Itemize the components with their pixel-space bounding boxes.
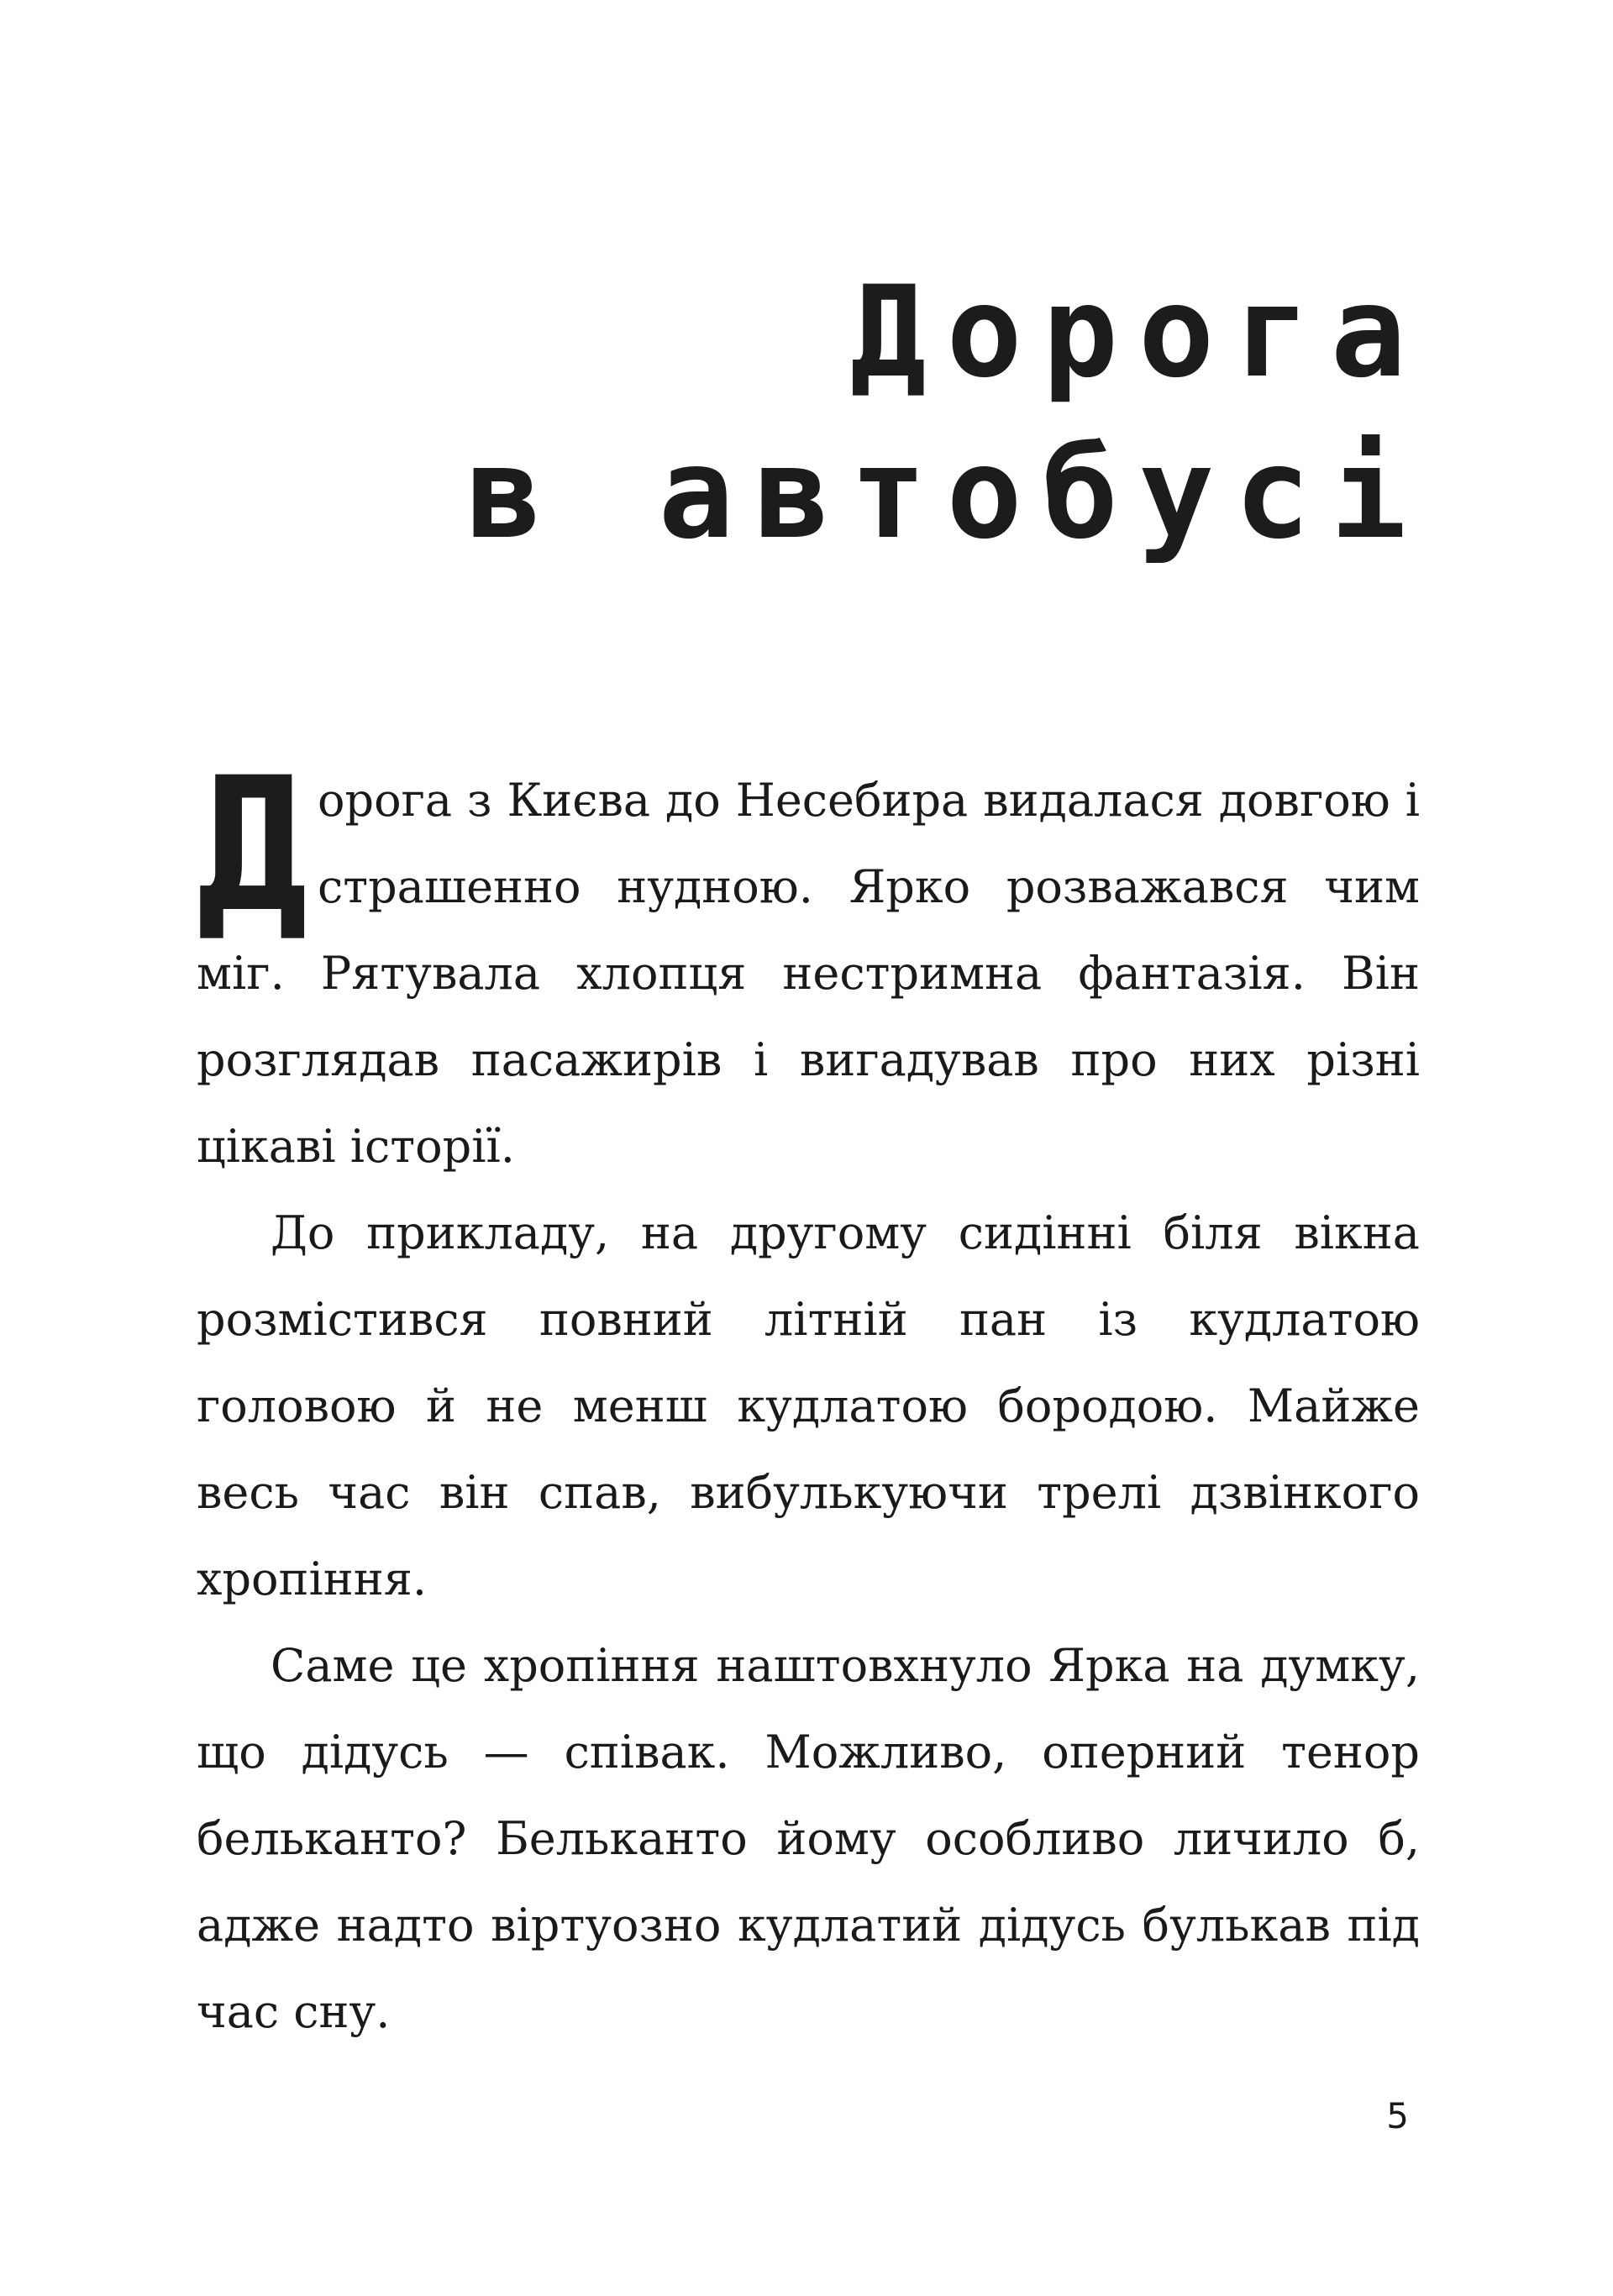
drop-cap: Д [197,738,308,953]
page-number: 5 [1386,2095,1409,2136]
paragraph-2 [197,1190,1420,1622]
paragraph-1-text: орога з Києва до Несебира видалася довгою і страшенно нудною. Ярко розважався чим міг. Рятувала хлопця нестримна фантазія. Він розглядав пасажирів і вигадував про них різні цікаві історії. [197,774,1420,1173]
paragraph-3 [197,1622,1420,2055]
paragraph-3-text: Саме це хропіння наштовхнуло Ярка на думку, що дідусь — співак. Можливо, оперний тенор бельканто? Бельканто йому особливо личило б, адже надто віртуозно кудлатий дідусь булькав під час сну. [197,1639,1420,2038]
chapter-title [466,252,1426,575]
chapter-title-line-2: в автобусі [465,421,1426,567]
chapter-title-line-1: Дорога [850,260,1426,406]
paragraph-1 [197,738,1420,1190]
paragraph-2-text: До прикладу, на другому сидінні біля вікна розмістився повний літній пан із кудлатою головою й не менш кудлатою бородою. Майже весь час він спав, вибулькуючи трелі дзвінкого хропіння. [197,1206,1420,1605]
body-text [197,738,1420,2055]
